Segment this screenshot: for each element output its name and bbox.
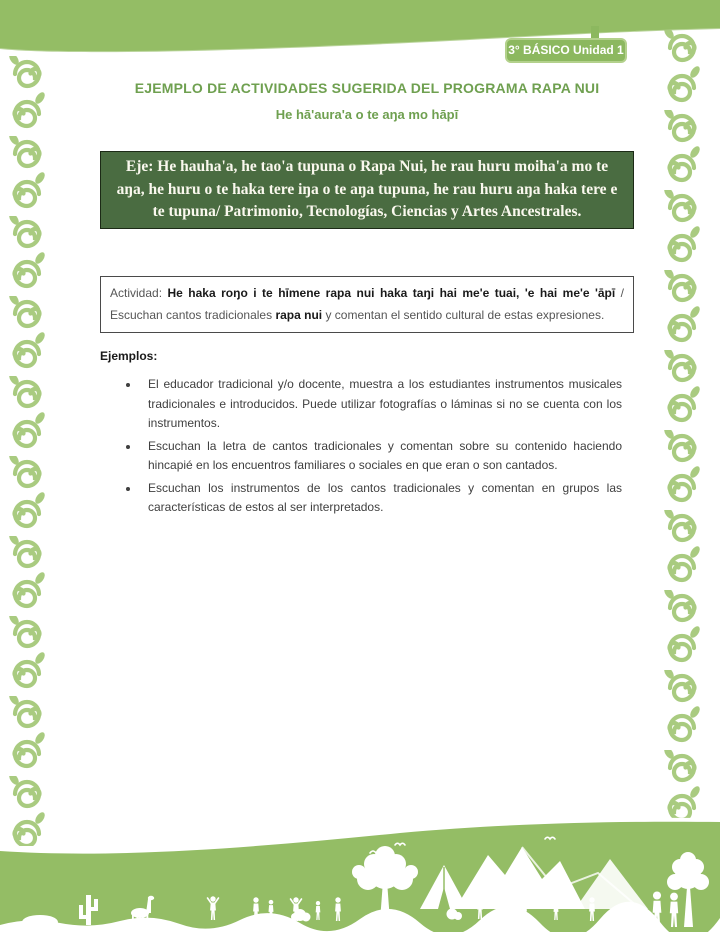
activity-box: [100, 276, 634, 333]
page-title: EJEMPLO DE ACTIVIDADES SUGERIDA DEL PROGRAMA RAPA NUI: [134, 80, 600, 96]
koru-pattern-left-icon: [8, 56, 46, 846]
page-subtitle: He hā'aura'a o te aŋa mo hāpī: [275, 107, 459, 122]
koru-pattern-right-icon: [664, 30, 700, 818]
activity-text-segment: Actividad:: [110, 286, 168, 300]
activity-text-segment: rapa nui: [275, 307, 323, 322]
examples-list: [122, 375, 622, 521]
unit-badge: 3° BÁSICO Unidad 1: [505, 38, 627, 63]
bottom-landscape-illustration: [0, 817, 720, 932]
examples-label: Ejemplos:: [100, 349, 158, 363]
example-item: • El educador tradicional y/o docente, muestra a los estudiantes instrumentos musicales tradicionales e introducidos. Puede utilizar fotografías o láminas si no se cuenta con los instrumentos.: [140, 375, 622, 434]
eje-statement-box: Eje: He hauha'a, he tao'a tupuna o Rapa Nui, he rau huru moiha'a mo te aŋa, he huru o te haka tere iŋa o te aŋa tupuna, he rau huru aŋa haka tere e te tupuna/ Patrimonio, Tecnologías, Ciencias y Artes Ancestrales.: [100, 151, 634, 229]
activity-text-segment: / Escuchan cantos tradicionales: [110, 286, 625, 322]
activity-text-segment: He haka roŋo i te hīmene rapa nui haka taŋi hai me'e tuai, 'e hai me'e 'āpī: [167, 286, 616, 300]
activity-text-segment: y comentan el sentido cultural de estas expresiones.: [322, 307, 605, 322]
example-item: • Escuchan la letra de cantos tradicionales y comentan sobre su contenido haciendo hincapié en los encuentros familiares o sociales en que eran o son cantados.: [140, 437, 622, 476]
example-item: • Escuchan los instrumentos de los cantos tradicionales y comentan en grupos las características de estos al ser interpretados.: [140, 479, 622, 518]
